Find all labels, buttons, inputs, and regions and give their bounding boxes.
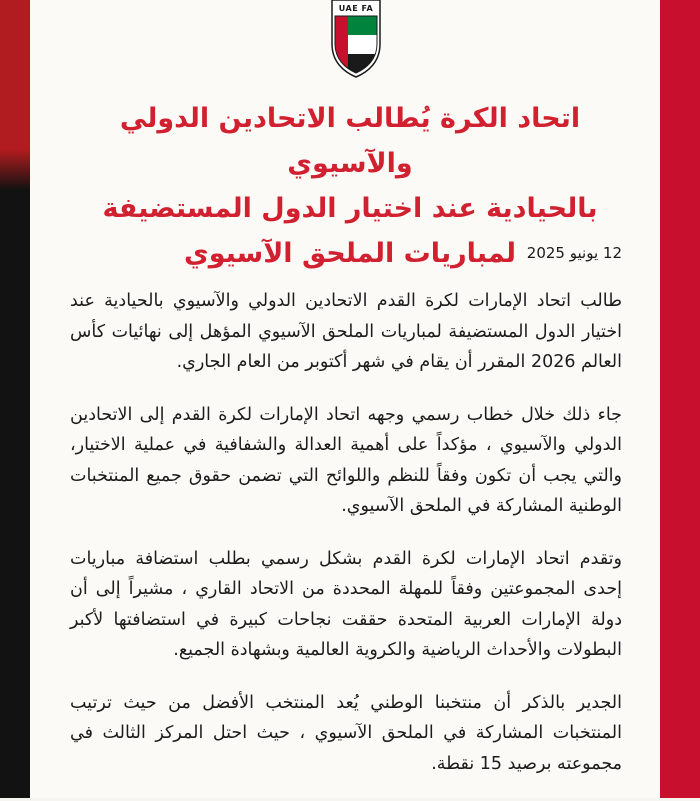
- article-date: 12 يونيو 2025: [526, 244, 622, 262]
- article-body: [70, 286, 622, 801]
- paragraph-1: طالب اتحاد الإمارات لكرة القدم الاتحادين الدولي والآسيوي بالحيادية عند اختيار الدول المستضيفة لمباريات الملحق الآسيوي المؤهل إلى نهائيات كأس العالم 2026 المقرر أن يقام في شهر أكتوبر من العام الجاري.: [70, 291, 622, 372]
- paragraph-3: وتقدم اتحاد الإمارات لكرة القدم بشكل رسمي بطلب استضافة مباريات إحدى المجموعتين وفقاً للمهلة المحددة من الاتحاد القاري ، مشيراً إلى أن دولة الإمارات العربية المتحدة حققت نجاحات كبيرة في استضافتها لأكبر البطولات والأحداث الرياضية والكروية العالمية وبشهادة الجميع.: [70, 548, 622, 660]
- logo-text: UAE FA: [338, 4, 374, 13]
- headline-line-2: بالحيادية عند اختيار الدول المستضيفة: [102, 193, 598, 224]
- left-decor-strip: [0, 0, 30, 798]
- right-decor-strip: [660, 0, 700, 798]
- uae-fa-logo: [330, 0, 382, 78]
- headline-line-1: اتحاد الكرة يُطالب الاتحادين الدولي والآسيوي: [119, 103, 581, 179]
- paragraph-4: الجدير بالذكر أن منتخبنا الوطني يُعد المنتخب الأفضل من حيث ترتيب المنتخبات المشاركة في الملحق الآسيوي ، حيث احتل المركز الثالث في مجموعته برصيد 15 نقطة.: [70, 692, 622, 774]
- headline-line-3: لمباريات الملحق الآسيوي: [183, 238, 517, 269]
- paragraph-2: جاء ذلك خلال خطاب رسمي وجهه اتحاد الإمارات لكرة القدم إلى الاتحادين الدولي والآسيوي ، مؤكداً على أهمية العدالة والشفافية في عملية الاختيار، والتي يجب أن تكون وفقاً للنظم واللوائح التي تضمن حقوق جميع المنتخبات الوطنية المشاركة في الملحق الآسيوي.: [70, 404, 622, 516]
